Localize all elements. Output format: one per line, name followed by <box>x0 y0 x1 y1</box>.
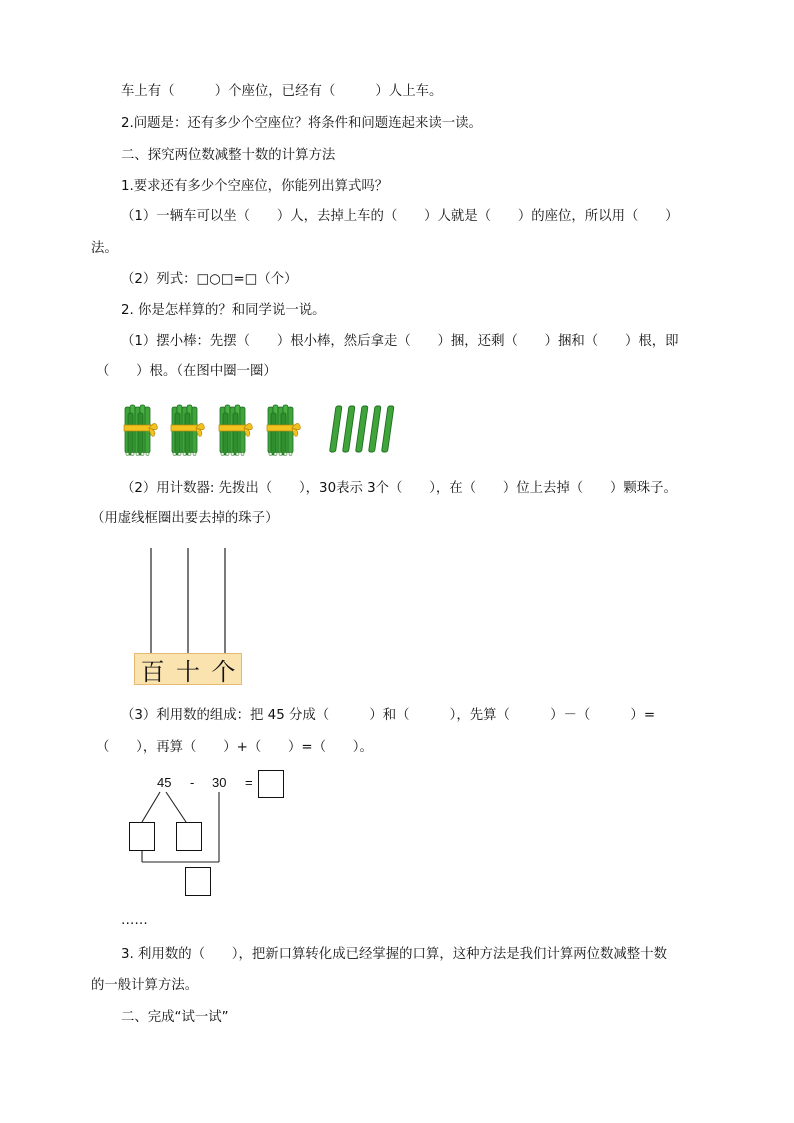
label-hundreds: 百 <box>140 657 165 686</box>
label-ones: 个 <box>211 657 236 686</box>
section-heading-try: 二、完成“试一试” <box>121 1010 229 1025</box>
sub-question-1-2: （2）列式：□○□=□（个） <box>121 272 298 287</box>
sub-question-2-2-cont: （用虚线框圈出要去掉的珠子） <box>91 511 279 526</box>
question-line: 2.问题是：还有多少个空座位？将条件和问题连起来读一读。 <box>121 116 482 131</box>
sub-question-2-1-cont: （ ）根。（在图中圈一圈） <box>96 364 277 379</box>
question-2: 2. 你是怎样算的？和同学说一说。 <box>121 303 326 318</box>
number-45: 45 <box>157 775 172 790</box>
sub-question-2-3: （3）利用数的组成：把 45 分成（ ）和（ ），先算（ ）－（ ）= <box>121 708 656 723</box>
sub-question-2-2: （2）用计数器: 先拨出（ ），30表示 3个（ ），在（ ）位上去掉（ ）颗珠子。 <box>121 481 677 496</box>
question-3: 3. 利用数的（ ），把新口算转化成已经掌握的口算，这种方法是我们计算两位数减整十数 <box>121 947 667 962</box>
section-heading-explore: 二、探究两位数减整十数的计算方法 <box>121 148 336 163</box>
tens-part-box[interactable] <box>129 822 155 851</box>
minus-sign: - <box>190 775 195 790</box>
question-1: 1.要求还有多少个空座位，你能列出算式吗？ <box>121 179 389 194</box>
ones-part-box[interactable] <box>176 822 202 851</box>
ellipsis: …… <box>121 913 148 928</box>
sub-question-1-1: （1）一辆车可以坐（ ）人，去掉上车的（ ）人就是（ ）的座位，所以用（ ） <box>121 209 679 224</box>
label-tens: 十 <box>175 657 200 686</box>
result-box[interactable] <box>185 867 211 896</box>
question-3-cont: 的一般计算方法。 <box>91 978 199 993</box>
sub-question-2-1: （1）摆小棒：先摆（ ）根小棒，然后拿走（ ）捆，还剩（ ）捆和（ ）根，即 <box>121 334 679 349</box>
blank-line-seats: 车上有（ ）个座位，已经有（ ）人上车。 <box>121 84 443 99</box>
sub-question-2-3-cont: （ ），再算（ ）+（ ）=（ ）。 <box>96 740 373 755</box>
number-30: 30 <box>212 775 227 790</box>
sub-question-1-1-cont: 法。 <box>91 241 118 256</box>
equals-sign: = <box>245 775 253 790</box>
